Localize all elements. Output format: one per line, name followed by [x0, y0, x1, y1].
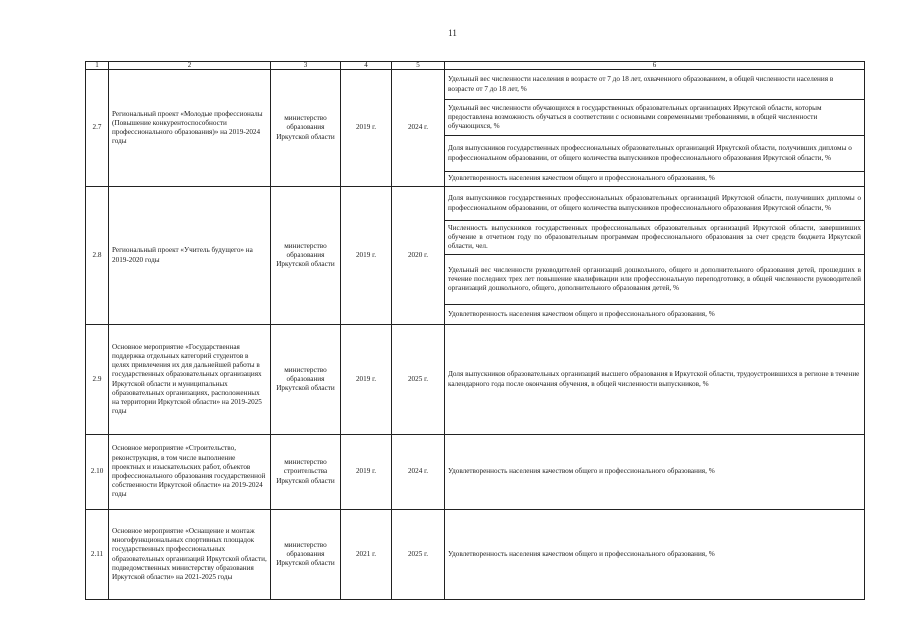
executor: министерство строительства Иркутской области: [271, 435, 341, 510]
header-row: [86, 62, 865, 70]
indicator: Удовлетворенность населения качеством общего и профессионального образования, %: [445, 510, 865, 600]
end-year: 2020 г.: [392, 187, 445, 325]
indicator: Удельный вес численности населения в возрасте от 7 до 18 лет, охваченного образованием, в общей численности населения в возрасте от 7 до 18 лет, %: [445, 70, 865, 100]
start-year: 2021 г.: [341, 510, 392, 600]
indicator: Доля выпускников государственных профессиональных образовательных организаций Иркутской области, получивших дипломы о профессиональном образовании, от общего количества выпускников профессионального образования Иркутской области, %: [445, 187, 865, 221]
activity-name: Основное мероприятие «Строительство, реконструкция, в том числе выполнение проектных и изыскательских работ, объектов профессионального образования государственной собственности Иркутской области» на 2019-2024 годы: [109, 435, 271, 510]
activity-name: Региональный проект «Молодые профессионалы (Повышение конкурентоспособности профессионального образования)» на 2019-2024 годы: [109, 70, 271, 187]
activity-name: Основное мероприятие «Государственная поддержка отдельных категорий студентов в целях привлечения их для дальнейшей работы в государственных образовательных организациях Иркутской области и муниципальных образовательных организациях, расположенных на территории Иркутской области» на 2019-2025 годы: [109, 325, 271, 435]
start-year: 2019 г.: [341, 435, 392, 510]
executor: министерство образования Иркутской области: [271, 70, 341, 187]
activity-name: Региональный проект «Учитель будущего» на 2019-2020 годы: [109, 187, 271, 325]
row-number: 2.8: [86, 187, 109, 325]
activity-name: Основное мероприятие «Оснащение и монтаж многофункциональных спортивных площадок государственных профессиональных образовательных организаций Иркутской области, подведомственных министерству образования Иркутской области» на 2021-2025 годы: [109, 510, 271, 600]
indicator: Доля выпускников образовательных организаций высшего образования в Иркутской области, трудоустроившихся в регионе в течение календарного года после окончания обучения, в общей численности выпускников, %: [445, 325, 865, 435]
header-cell: 6: [445, 62, 865, 70]
table-row: [86, 70, 865, 100]
executor: министерство образования Иркутской области: [271, 187, 341, 325]
indicator: Удовлетворенность населения качеством общего и профессионального образования, %: [445, 305, 865, 325]
indicator: Доля выпускников государственных профессиональных образовательных организаций Иркутской области, получивших дипломы о профессиональном образовании, от общего количества выпускников профессионального образования Иркутской области, %: [445, 136, 865, 172]
start-year: 2019 г.: [341, 187, 392, 325]
table-row: [86, 435, 865, 510]
page-number: 11: [448, 28, 457, 38]
row-number: 2.10: [86, 435, 109, 510]
end-year: 2025 г.: [392, 325, 445, 435]
header-cell: 5: [392, 62, 445, 70]
indicator: Удовлетворенность населения качеством общего и профессионального образования, %: [445, 435, 865, 510]
table-row: [86, 325, 865, 435]
indicator: Удельный вес численности руководителей организаций дошкольного, общего и дополнительного образования детей, прошедших в течение последних трех лет повышение квалификации или профессиональную переподготовку, в общей численности руководителей организаций дошкольного, общего, дополнительного образования детей, %: [445, 255, 865, 305]
header-cell: 1: [86, 62, 109, 70]
row-number: 2.11: [86, 510, 109, 600]
end-year: 2024 г.: [392, 70, 445, 187]
executor: министерство образования Иркутской области: [271, 510, 341, 600]
indicator: Численность выпускников государственных профессиональных образовательных организаций Иркутской области, завершивших обучение в отчетном году по образовательным программам профессионального образования за счет средств бюджета Иркутской области, чел.: [445, 221, 865, 255]
header-cell: 4: [341, 62, 392, 70]
header-cell: 3: [271, 62, 341, 70]
header-cell: 2: [109, 62, 271, 70]
end-year: 2025 г.: [392, 510, 445, 600]
row-number: 2.7: [86, 70, 109, 187]
program-table: [85, 61, 865, 600]
table-row: [86, 510, 865, 600]
row-number: 2.9: [86, 325, 109, 435]
start-year: 2019 г.: [341, 325, 392, 435]
start-year: 2019 г.: [341, 70, 392, 187]
table-row: [86, 187, 865, 221]
executor: министерство образования Иркутской области: [271, 325, 341, 435]
indicator: Удельный вес численности обучающихся в государственных образовательных организациях Иркутской области, которым предоставлена возможность обучаться в соответствии с основными современными требованиями, в общей численности обучающихся, %: [445, 100, 865, 136]
end-year: 2024 г.: [392, 435, 445, 510]
indicator: Удовлетворенность населения качеством общего и профессионального образования, %: [445, 172, 865, 187]
